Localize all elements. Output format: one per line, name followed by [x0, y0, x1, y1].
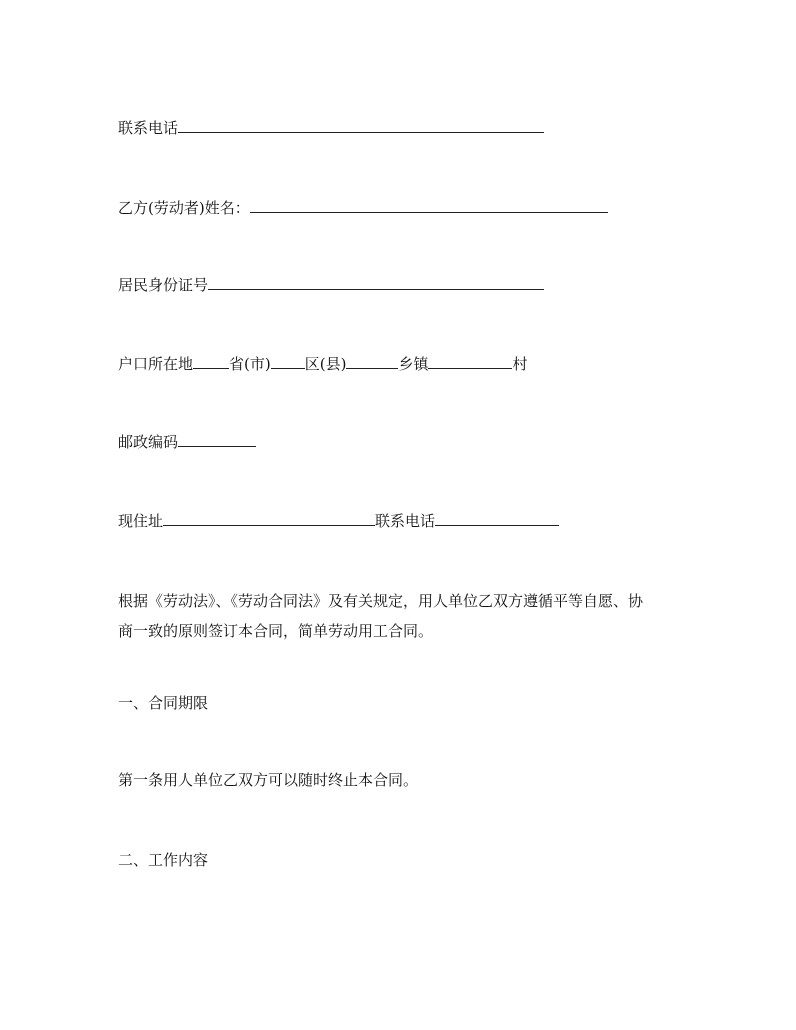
household-province-blank[interactable]	[193, 354, 229, 369]
id-number-row	[118, 275, 544, 295]
id-number-blank[interactable]	[208, 275, 544, 290]
phone-label: 联系电话	[118, 119, 179, 137]
party-b-name-row	[118, 198, 608, 218]
phone-blank[interactable]	[178, 118, 544, 133]
household-row	[118, 354, 527, 374]
section-1-title: 一、合同期限	[118, 694, 209, 712]
household-district-label: 区(县)	[304, 355, 347, 373]
address-row	[118, 511, 559, 531]
article-1: 第一条用人单位乙双方可以随时终止本合同。	[118, 771, 419, 789]
address-phone-blank[interactable]	[435, 511, 559, 526]
party-b-name-label: 乙方(劳动者)姓名：	[118, 199, 250, 217]
household-village-label: 村	[512, 355, 528, 373]
household-province-label: 省(市)	[229, 355, 271, 373]
postal-row	[118, 432, 256, 452]
id-number-label: 居民身份证号	[118, 276, 209, 294]
intro-line-1: 根据《劳动法》、《劳动合同法》及有关规定，用人单位乙双方遵循平等自愿、协	[118, 592, 644, 610]
household-district-blank[interactable]	[271, 354, 305, 369]
address-phone-label: 联系电话	[375, 512, 436, 530]
phone-row	[118, 118, 544, 138]
household-label: 户口所在地	[118, 355, 194, 373]
household-village-blank[interactable]	[428, 354, 512, 369]
intro-paragraph	[118, 586, 698, 646]
postal-label: 邮政编码	[118, 433, 179, 451]
address-blank[interactable]	[163, 511, 375, 526]
postal-blank[interactable]	[178, 432, 256, 447]
household-town-blank[interactable]	[346, 354, 398, 369]
address-label: 现住址	[118, 512, 164, 530]
party-b-name-blank[interactable]	[250, 198, 608, 213]
household-town-label: 乡镇	[398, 355, 429, 373]
intro-line-2: 商一致的原则签订本合同，简单劳动用工合同。	[118, 622, 434, 640]
section-2-title: 二、工作内容	[118, 851, 209, 869]
